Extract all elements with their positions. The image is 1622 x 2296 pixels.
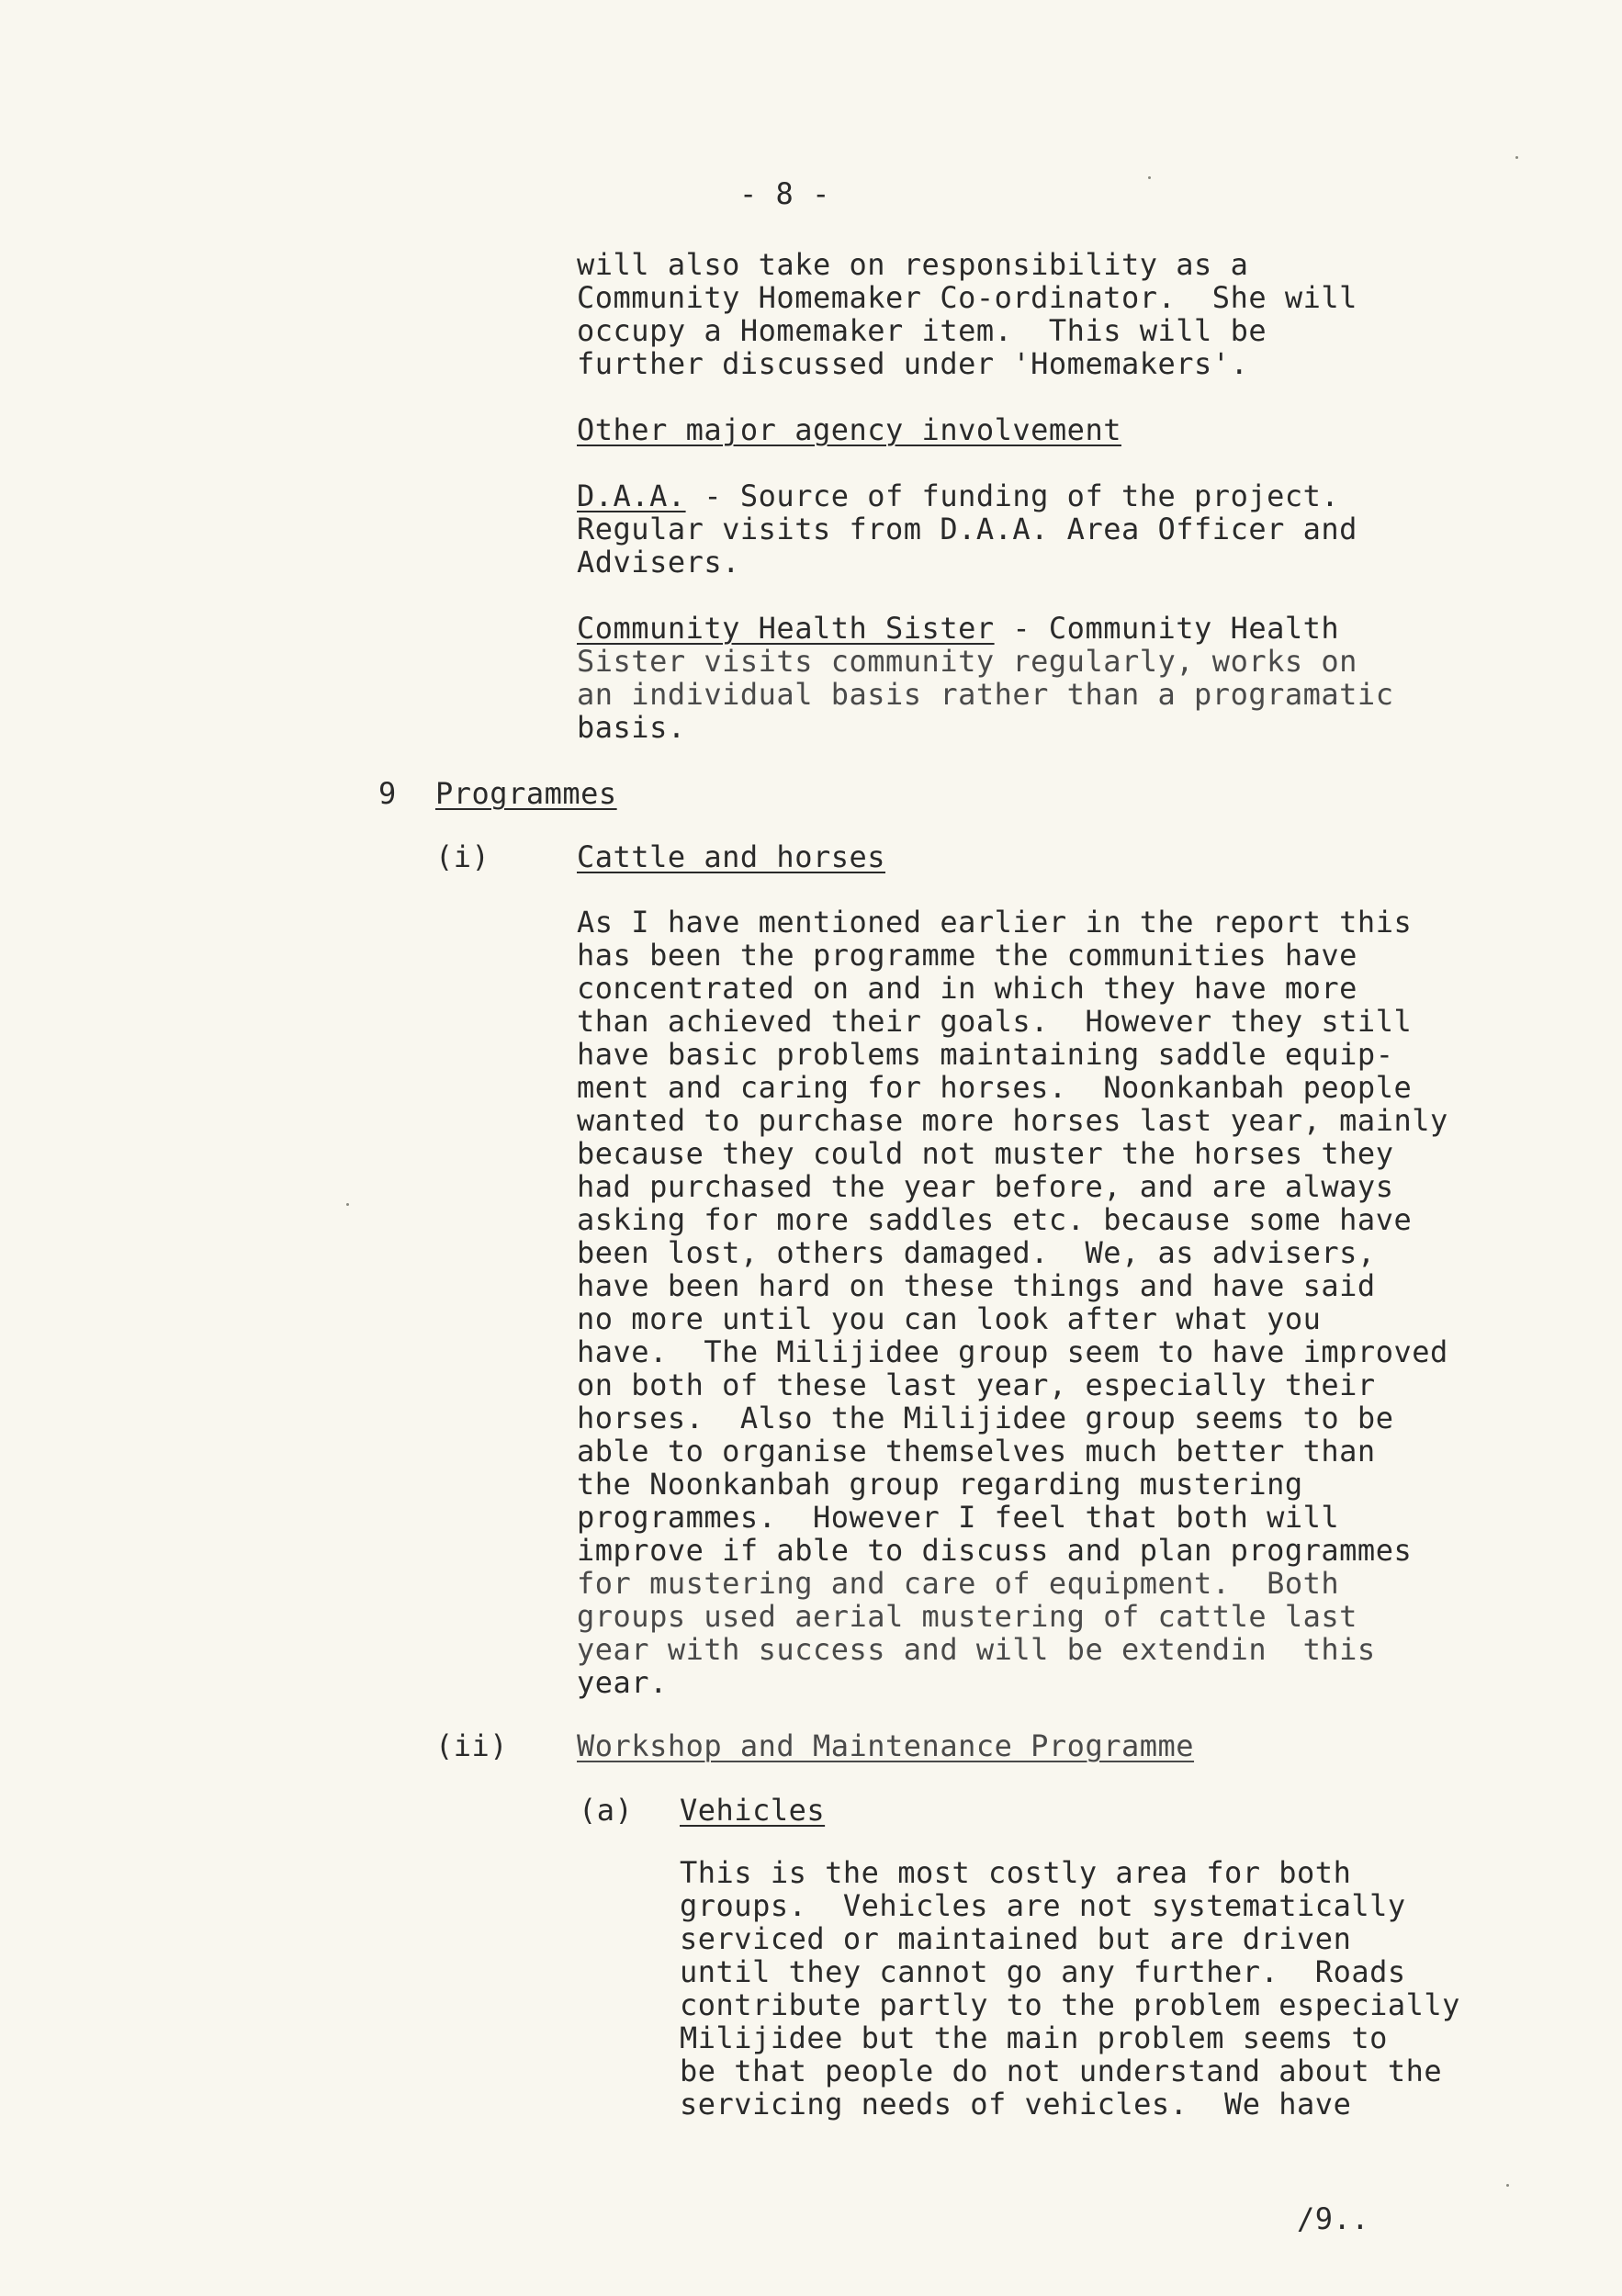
page-continuation-mark: /9.. [1297,2201,1370,2236]
daa-paragraph-line: Advisers. [577,545,740,580]
paper-speck [1506,2184,1509,2187]
cattle-line: wanted to purchase more horses last year, mainly [577,1103,1448,1138]
daa-text: - Source of funding of the project. [685,478,1340,513]
other-agency-heading: Other major agency involvement [577,412,1121,447]
cattle-line: asking for more saddles etc. because some have [577,1202,1413,1237]
cattle-line: have basic problems maintaining saddle equip- [577,1037,1394,1072]
cattle-line: for mustering and care of equipment. Both [577,1566,1340,1601]
subsection-number: (ii) [435,1728,509,1763]
health-paragraph-line [577,612,1339,645]
cattle-line: no more until you can look after what you [577,1301,1322,1336]
vehicles-line: This is the most costly area for both [680,1855,1352,1890]
cattle-line: As I have mentioned earlier in the report this [577,905,1413,940]
daa-paragraph-line: Regular visits from D.A.A. Area Officer and [577,512,1357,546]
cattle-line: horses. Also the Milijidee group seems to be [577,1401,1394,1435]
continuation-line: occupy a Homemaker item. This will be [577,313,1267,348]
health-term: Community Health Sister [577,611,995,646]
cattle-line: because they could not muster the horses they [577,1136,1394,1171]
cattle-line: on both of these last year, especially their [577,1367,1376,1402]
cattle-line: than achieved their goals. However they still [577,1004,1413,1039]
subsection-heading: Cattle and horses [577,839,886,874]
vehicles-line: serviced or maintained but are driven [680,1921,1352,1956]
daa-term: D.A.A. [577,478,686,513]
subsection-heading: Workshop and Maintenance Programme [577,1728,1195,1763]
cattle-line: been lost, others damaged. We, as advisers, [577,1235,1376,1270]
vehicles-line: groups. Vehicles are not systematically [680,1888,1406,1923]
cattle-line: ment and caring for horses. Noonkanbah people [577,1070,1413,1105]
paper-speck [1148,176,1151,179]
paper-speck [1515,156,1518,159]
health-paragraph-line: an individual basis rather than a programatic [577,677,1394,712]
health-paragraph-line: Sister visits community regularly, works on [577,644,1357,679]
continuation-line: further discussed under 'Homemakers'. [577,346,1249,381]
cattle-line: able to organise themselves much better than [577,1434,1376,1469]
cattle-line: programmes. However I feel that both will [577,1500,1340,1535]
continuation-line: will also take on responsibility as a [577,247,1249,282]
continuation-line: Community Homemaker Co-ordinator. She will [577,280,1357,315]
vehicles-line: until they cannot go any further. Roads [680,1954,1406,1989]
sub-subsection-heading: Vehicles [680,1793,826,1828]
cattle-line: have been hard on these things and have said [577,1268,1376,1303]
cattle-line: had purchased the year before, and are always [577,1169,1394,1204]
daa-paragraph-line [577,479,1339,512]
page-number: - 8 - [739,176,830,211]
cattle-line: has been the programme the communities have [577,938,1357,973]
vehicles-line: Milijidee but the main problem seems to [680,2020,1388,2055]
vehicles-line: servicing needs of vehicles. We have [680,2087,1352,2122]
vehicles-line: be that people do not understand about the [680,2054,1443,2088]
cattle-line: have. The Milijidee group seem to have improved [577,1334,1448,1369]
sub-subsection-number: (a) [579,1793,634,1828]
health-paragraph-line: basis. [577,710,686,745]
vehicles-line: contribute partly to the problem especially [680,1987,1460,2022]
cattle-line: concentrated on and in which they have more [577,971,1357,1006]
cattle-line: year. [577,1665,668,1700]
health-text: - Community Health [994,611,1340,646]
cattle-line: improve if able to discuss and plan programmes [577,1533,1413,1568]
section-number: 9 [378,776,397,811]
cattle-line: groups used aerial mustering of cattle last [577,1599,1357,1634]
cattle-line: the Noonkanbah group regarding mustering [577,1467,1303,1502]
cattle-line: year with success and will be extendin this [577,1632,1376,1667]
subsection-number: (i) [435,839,490,874]
section-heading: Programmes [435,776,617,811]
paper-speck [346,1203,349,1206]
